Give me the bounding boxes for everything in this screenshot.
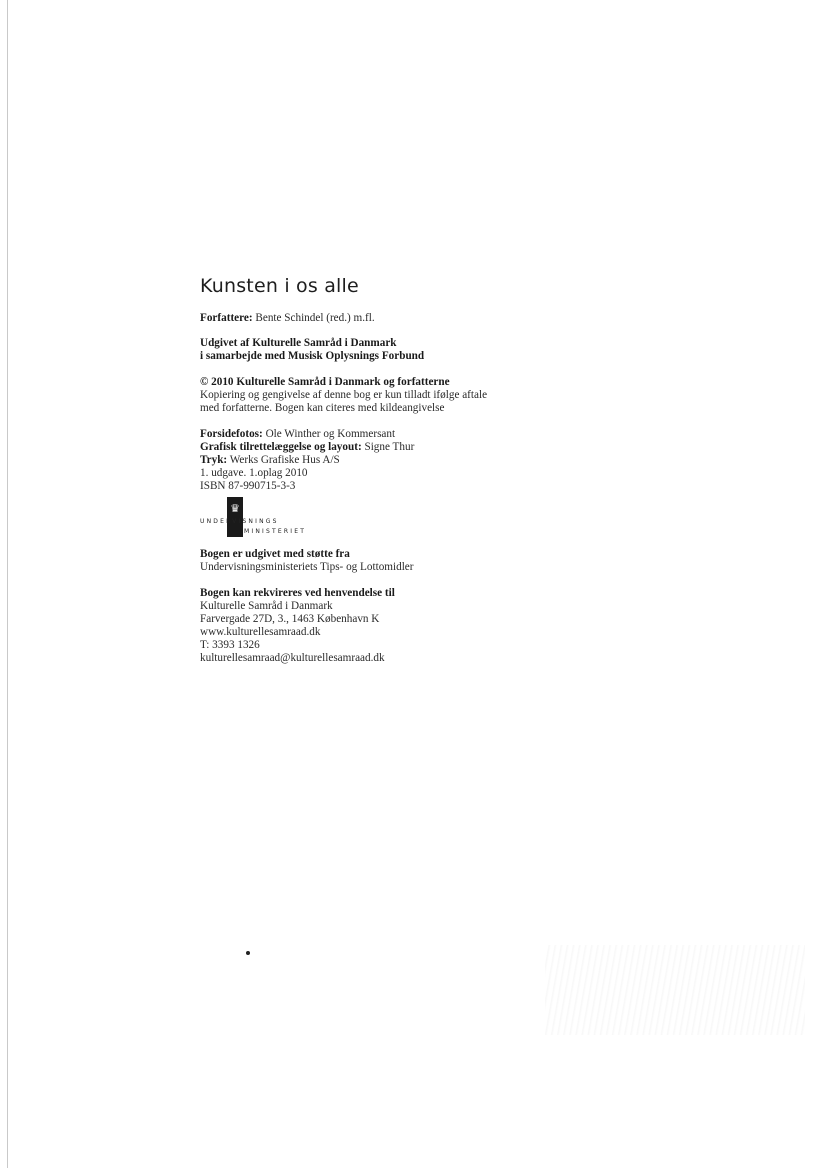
photos-label: Forsidefotos: (200, 428, 263, 440)
logo-text-line-2: MINISTERIET (244, 528, 307, 535)
publisher-line-1: Udgivet af Kulturelle Samråd i Danmark (200, 337, 397, 349)
crown-icon: ♛ (230, 502, 240, 515)
print-label: Tryk: (200, 454, 228, 466)
colophon (200, 274, 620, 665)
contact-email: kulturellesamraad@kulturellesamraad.dk (200, 652, 385, 664)
photos-line (200, 428, 620, 441)
ministry-logo (200, 497, 620, 537)
logo-text-line-1: UNDERVISNINGS (200, 518, 279, 525)
scan-margin-line (7, 0, 8, 1168)
book-title: Kunsten i os alle (200, 275, 359, 297)
photos-value: Ole Winther og Kommersant (265, 428, 396, 440)
authors-label: Forfattere: (200, 312, 253, 324)
authors-line (200, 312, 620, 325)
layout-line (200, 441, 620, 454)
contact-web: www.kulturellesamraad.dk (200, 626, 321, 638)
scan-speck (246, 951, 250, 955)
copyright-line-2: med forfatterne. Bogen kan citeres med kildeangivelse (200, 402, 445, 414)
contact-phone: T: 3393 1326 (200, 639, 260, 651)
contact-address: Farvergade 27D, 3., 1463 København K (200, 613, 380, 625)
contact-org: Kulturelle Samråd i Danmark (200, 600, 333, 612)
copyright-block (200, 376, 620, 415)
print-value: Werks Grafiske Hus A/S (229, 454, 340, 466)
print-line (200, 454, 620, 467)
isbn-line: ISBN 87-990715-3-3 (200, 480, 296, 492)
layout-value: Signe Thur (364, 441, 415, 453)
credits-block (200, 428, 620, 493)
copyright-heading: © 2010 Kulturelle Samråd i Danmark og forfatterne (200, 376, 450, 388)
publisher-line-2: i samarbejde med Musisk Oplysnings Forbund (200, 350, 425, 362)
layout-label: Grafisk tilrettelæggelse og layout: (200, 441, 362, 453)
edition-line: 1. udgave. 1.oplag 2010 (200, 467, 308, 479)
authors-value: Bente Schindel (red.) m.fl. (255, 312, 375, 324)
publisher-block (200, 337, 620, 363)
support-value: Undervisningsministeriets Tips- og Lottomidler (200, 561, 414, 573)
scan-noise (545, 945, 805, 1035)
support-block (200, 548, 620, 574)
contact-block (200, 587, 620, 665)
support-heading: Bogen er udgivet med støtte fra (200, 548, 350, 560)
contact-heading: Bogen kan rekvireres ved henvendelse til (200, 587, 395, 599)
copyright-line-1: Kopiering og gengivelse af denne bog er kun tilladt ifølge aftale (200, 389, 488, 401)
